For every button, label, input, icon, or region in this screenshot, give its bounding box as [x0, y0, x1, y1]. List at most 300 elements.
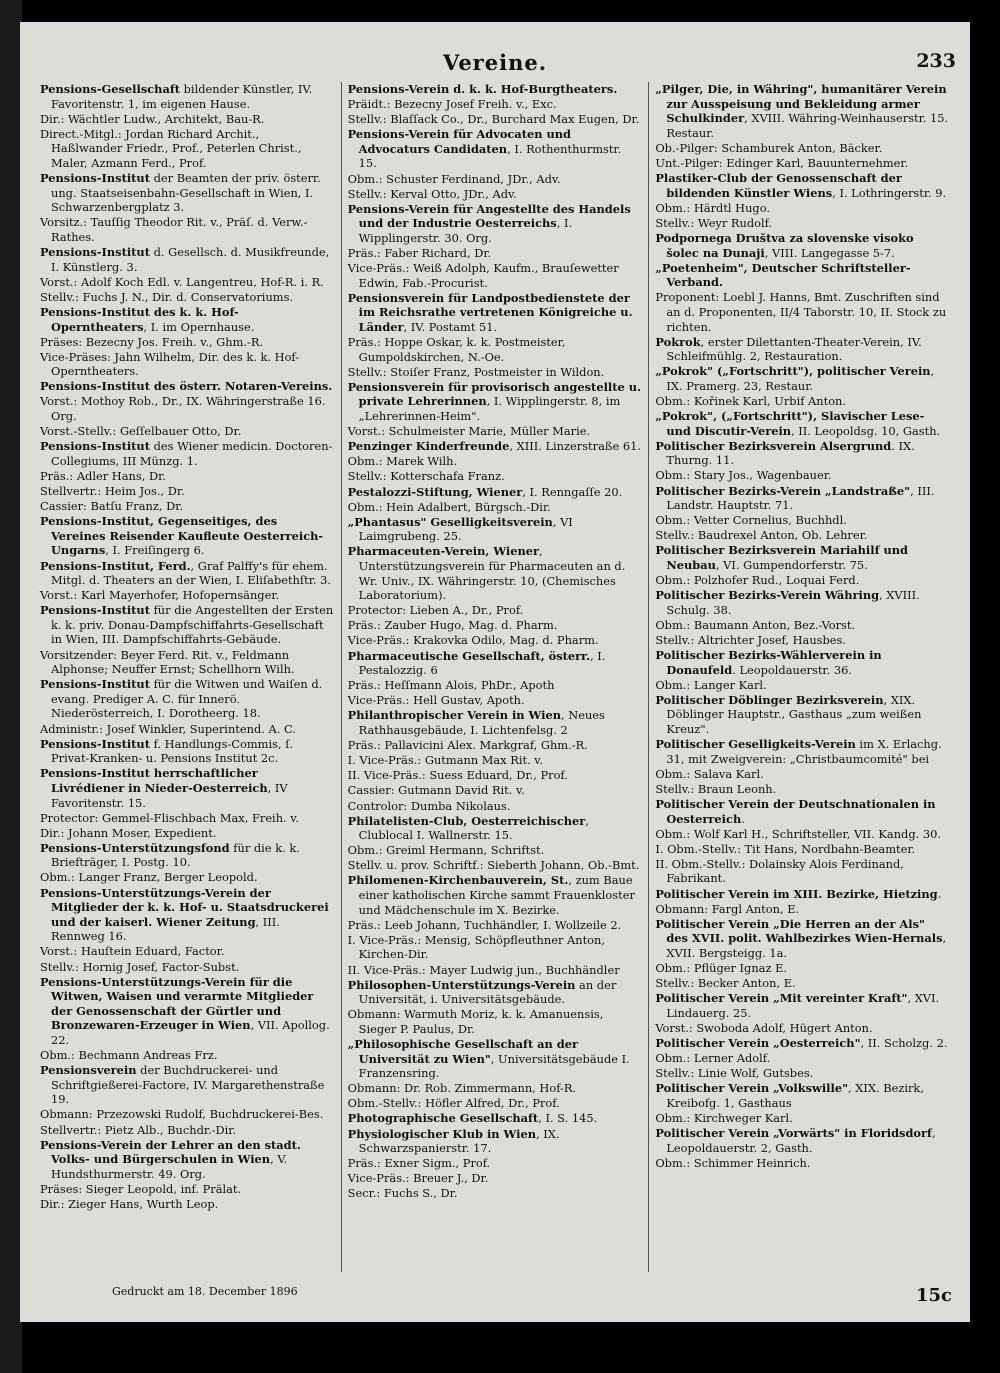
entry-text: Vorst.: Karl Mayerhofer, Hofopernsänger. — [40, 588, 280, 603]
entry-text: Obm.: Kirchweger Karl. — [655, 1110, 793, 1125]
entry-text: . — [741, 811, 745, 826]
entry-text: , VIII. Langegasse 5-7. — [764, 245, 895, 260]
entry-name: Pensions-Institut, Gegenseitiges, des Vereines Reisender Kaufleute Oesterreich-Ungarns — [40, 514, 324, 558]
entry — [348, 439, 642, 454]
entry-text: Stellv.: Stoiſer Franz, Postmeister in Wildon. — [347, 364, 605, 379]
entry — [40, 171, 334, 215]
entry — [40, 766, 334, 810]
entry-detail — [348, 1096, 642, 1111]
entry-text: Vice-Präs.: Breuer J., Dr. — [347, 1171, 489, 1186]
entry — [40, 305, 334, 334]
entry — [348, 82, 642, 97]
entry-detail — [348, 843, 642, 858]
entry-text: Vice-Präs.: Weiß Adolph, Kaufm., Brauſewetter Edwin, Fab.-Procurist. — [347, 261, 619, 290]
entry-detail — [40, 811, 334, 826]
entry-detail — [348, 768, 642, 783]
entry — [655, 171, 949, 200]
entry-text: , XVIII. Schulg. 38. — [666, 588, 920, 617]
entry-detail — [348, 500, 642, 515]
entry — [40, 603, 334, 647]
entry-detail — [40, 484, 334, 499]
page-title: Vereine. — [442, 50, 548, 75]
entry-text: Obm.: Marek Wilh. — [347, 454, 458, 469]
entry-text: Obm.: Polzhofer Rud., Loquai Ferd. — [655, 573, 860, 588]
entry-detail — [348, 753, 642, 768]
entry — [655, 82, 949, 140]
entry-text: Obm.: Baumann Anton, Bez.-Vorst. — [655, 617, 856, 632]
entry — [348, 380, 642, 424]
entry-text: Dir.: Wächtler Ludw., Architekt, Bau-R. — [40, 111, 265, 126]
entry-detail — [40, 112, 334, 127]
entry — [40, 439, 334, 468]
entry-text: für die Witwen und Waiſen d. evang. Prediger A. C. für Innerö. Niederösterreich, I. Dorotheerg. 18. — [51, 677, 323, 721]
page-gutter — [0, 0, 22, 1373]
entry-text: , IX. Schwarzspanierstr. 17. — [358, 1126, 560, 1156]
entry-name: Photographische Gesellschaft — [347, 1111, 539, 1126]
entry-text: Administr.: Josef Winkler, Superintend. A. C. — [40, 721, 296, 736]
entry-text: Präs.: Exner Sigm., Prof. — [347, 1156, 491, 1171]
entry — [655, 887, 949, 902]
entry — [655, 737, 949, 766]
entry-detail — [40, 275, 334, 290]
entry-text: , IX. Pramerg. 23, Restaur. — [666, 364, 935, 393]
sheet-signature: 15c — [915, 1285, 952, 1306]
entry-text: Obm.: Langer Franz, Berger Leopold. — [40, 870, 258, 885]
entry-text: Obm.: Langer Karl. — [655, 677, 767, 692]
entry-text: Obm.: Vetter Cornelius, Buchhdl. — [655, 513, 847, 528]
entry-detail — [348, 365, 642, 380]
entry — [348, 873, 642, 917]
entry-name: Physiologischer Klub in Wien — [347, 1126, 536, 1141]
entry-text: , erster Dilettanten-Theater-Verein, IV. Schleifmühlg. 2, Restauration. — [666, 334, 922, 364]
entry-detail — [348, 424, 642, 439]
entry — [40, 379, 334, 394]
entry-detail — [655, 156, 949, 171]
entry-text: Cassier: Batſu Franz, Dr. — [40, 499, 184, 514]
entry-name: Pensions-Institut — [40, 171, 150, 186]
entry — [40, 886, 334, 944]
entry-text: , I. Wipplingerstr. 8, im „Lehrerinnen-Heim". — [358, 394, 621, 424]
entry-text: II. Vice-Präs.: Suess Eduard, Dr., Prof. — [347, 768, 568, 783]
entry-name: Pensionsverein für provisorisch angestellte u. private Lehrerinnen — [347, 379, 641, 409]
entry-detail — [655, 767, 949, 782]
entry — [348, 1037, 642, 1081]
entry-name: „Phantasus" Geselligkeitsverein — [347, 514, 553, 529]
entry-text: Vorst.: Mothoy Rob., Dr., IX. Währingerstraße 16. Org. — [40, 394, 326, 424]
entry-text: Stellv.: Fuchs J. N., Dir. d. Conservatoriums. — [40, 289, 294, 304]
entry-text: . — [937, 886, 942, 901]
entry — [655, 1036, 949, 1051]
entry — [40, 737, 334, 766]
entry-name: „Pokrok", („Fortschritt"), Slavischer Lese- und Discutir-Verein — [655, 409, 925, 438]
entry-text: Stellv.: Weyr Rudolf. — [655, 215, 773, 230]
columns — [34, 82, 956, 1272]
entry-text: Stellv. u. prov. Schriftf.: Sieberth Johann, Ob.-Bmt. — [347, 858, 640, 873]
entry-text: , XIX. Döblinger Hauptstr., Gasthaus „zum weißen Kreuz". — [666, 692, 922, 737]
entry — [348, 515, 642, 544]
entry-text: , I. Lothringerstr. 9. — [832, 185, 947, 200]
entry-text: Präses: Bezecny Jos. Freih. v., Ghm.-R. — [40, 334, 264, 349]
entry-detail — [655, 827, 949, 842]
entry-text: Vorst.: Adolf Koch Edl. v. Langentreu, Hof-R. i. R. — [40, 274, 324, 289]
entry-text: Präs.: Leeb Johann, Tuchhändler, I. Wollzeile 2. — [347, 917, 622, 932]
entry-name: Pharmaceutische Gesellschaft, österr. — [347, 648, 591, 663]
entry-detail — [655, 633, 949, 648]
entry-text: Secr.: Fuchs S., Dr. — [347, 1186, 458, 1201]
document-page — [20, 22, 970, 1322]
entry-name: Pensions-Institut des k. k. Hof-Operntheaters — [40, 304, 239, 334]
entry-name: Pensions-Gesellschaft — [40, 82, 181, 96]
entry-text: Obm.-Stellv.: Höfler Alfred, Dr., Prof. — [347, 1096, 560, 1111]
entry-text: Protector: Lieben A., Dr., Prof. — [347, 603, 524, 618]
entry-text: Stellv.: Altrichter Josef, Hausbes. — [655, 632, 847, 647]
entry-text: II. Obm.-Stellv.: Dolainsky Alois Ferdinand, Fabrikant. — [655, 856, 904, 886]
entry-text: Vorst.: Hauſtein Eduard, Factor. — [40, 944, 225, 959]
entry-text: , I. S. 145. — [538, 1111, 598, 1126]
entry-text: Obm.: Härdtl Hugo. — [655, 200, 770, 215]
entry — [655, 364, 949, 393]
entry-name: Pensionsverein — [40, 1063, 137, 1078]
entry-detail — [40, 127, 334, 171]
entry-text: Obmann: Przezowski Rudolf, Buchdruckerei-Bes. — [40, 1107, 324, 1122]
entry-name: Pensionsverein für Landpostbedienstete der im Reichsrathe vertretenen Königreiche u. Länder — [347, 290, 633, 334]
entry-text: , Leopoldauerstr. 2, Gasth. — [666, 1126, 936, 1155]
entry — [40, 514, 334, 558]
entry — [655, 484, 949, 513]
entry-detail — [40, 1123, 334, 1138]
entry — [40, 559, 334, 588]
entry — [348, 978, 642, 1007]
entry-name: Pensions-Institut — [40, 677, 150, 692]
entry-text: für die Angestellten der Ersten k. k. priv. Donau-Dampfschiffahrts-Gesellschaft in Wien, III. Dampfschiffahrts-Gebäude. — [51, 603, 334, 647]
entry-detail — [348, 783, 642, 798]
entry-detail — [348, 693, 642, 708]
entry-text: , I. Renngaſſe 20. — [522, 484, 623, 499]
entry-detail — [655, 513, 949, 528]
entry — [655, 231, 949, 260]
entry-detail — [348, 261, 642, 290]
entry-name: Politischer Verein der Deutschnationalen in Oesterreich — [655, 797, 936, 826]
entry-name: Pestalozzi-Stiftung, Wiener — [347, 484, 523, 499]
entry-detail — [348, 933, 642, 962]
entry-text: , XIX. Bezirk, Kreibofg. 1, Gasthaus — [666, 1081, 924, 1110]
entry-text: Stellv.: Baudrexel Anton, Ob. Lehrer. — [655, 528, 868, 543]
entry-text: bildender Künstler, IV. Favoritenstr. 1, im eigenen Hause. — [51, 82, 313, 111]
entry-text: , I. Wipplingerstr. 30. Org. — [358, 216, 573, 245]
entry-detail — [655, 857, 949, 886]
entry-text: , VI Laimgrubeng. 25. — [358, 514, 573, 544]
entry-text: , zum Baue einer katholischen Kirche sammt Frauenkloster und Mädchenschule im X. Bezirke. — [358, 873, 635, 917]
entry-detail — [655, 782, 949, 797]
entry — [655, 543, 949, 572]
entry-text: Vice-Präs.: Krakovka Odilo, Mag. d. Pharm. — [347, 633, 599, 648]
entry-detail — [348, 963, 642, 978]
entry-detail — [655, 1066, 949, 1081]
entry-detail — [655, 976, 949, 991]
entry-detail — [348, 172, 642, 187]
entry-text: , I. Freiſingerg 6. — [105, 543, 205, 558]
entry-detail — [655, 216, 949, 231]
entry-text: , I. Pestalozzig. 6 — [358, 648, 606, 678]
entry-detail — [40, 960, 334, 975]
entry — [348, 291, 642, 335]
entry-text: , Graf Palffy's für ehem. Mitgl. d. Theaters an der Wien, I. Eliſabethſtr. 3. — [51, 558, 331, 588]
entry-name: Politischer Verein „Oesterreich" — [655, 1036, 861, 1050]
entry-text: , XIII. Linzerstraße 61. — [509, 439, 641, 454]
entry-detail — [40, 1048, 334, 1063]
entry-detail — [655, 528, 949, 543]
entry-detail — [348, 1186, 642, 1201]
entry-text: , II. Scholzg. 2. — [860, 1036, 948, 1050]
entry — [655, 588, 949, 617]
entry-name: Pensions-Institut des österr. Notaren-Vereins. — [40, 379, 333, 394]
entry — [348, 649, 642, 678]
entry-text: Proponent: Loebl J. Hanns, Bmt. Zuschriften sind an d. Proponenten, II/4 Taborstr. 10, II. Stock zu richten. — [655, 290, 947, 334]
entry-name: Pensions-Verein der Lehrer an den stadt. Volks- und Bürgerschulen in Wien — [40, 1137, 301, 1167]
entry-detail — [348, 246, 642, 261]
entry-text: Präs.: Zauber Hugo, Mag. d. Pharm. — [347, 618, 558, 633]
entry-text: f. Handlungs-Commis, ſ. Privat-Kranken- u. Pensions Institut 2c. — [51, 736, 294, 766]
entry-name: Pensions-Institut — [40, 603, 150, 618]
entry-name: „Pilger, Die, in Währing", humanitärer Verein zur Ausspeisung und Bekleidung armer Schulkinder — [655, 82, 947, 126]
entry — [40, 245, 334, 274]
entry-text: Obmann: Dr. Rob. Zimmermann, Hof-R. — [347, 1081, 577, 1096]
entry-detail — [655, 842, 949, 857]
entry-text: II. Vice-Präs.: Mayer Ludwig jun., Buchhändler — [347, 962, 620, 977]
entry-text: Obm.: Lerner Adolf. — [655, 1051, 771, 1066]
entry-text: , IV Favoritenstr. 15. — [51, 780, 288, 810]
entry-text: Stellv.: Kerval Otto, JDr., Adv. — [347, 186, 517, 201]
entry-detail — [655, 141, 949, 156]
entry-name: Pensions-Institut, Ferd. — [40, 558, 191, 573]
entry-text: Stellv.: Linie Wolf, Gutsbes. — [655, 1066, 814, 1081]
entry-detail — [40, 290, 334, 305]
entry-detail — [348, 335, 642, 364]
entry-text: Vorst.: Swoboda Adolf, Hügert Anton. — [655, 1020, 873, 1035]
entry-name: Politischer Bezirks-Wählerverein in Donaufeld — [655, 648, 882, 677]
entry-detail — [348, 1007, 642, 1036]
entry-name: Pensions-Unterstützungs-Verein der Mitglieder der k. k. Hof- u. Staatsdruckerei und der kaiserl. Wiener Zeitung — [40, 885, 329, 929]
entry-text: für die k. k. Briefträger, I. Postg. 10. — [51, 840, 300, 870]
entry — [655, 693, 949, 737]
entry-text: Obm.: Pflüger Ignaz E. — [655, 961, 788, 976]
entry-text: , VI. Gumpendorferstr. 75. — [715, 558, 868, 572]
entry-text: der Beamten der priv. österr. ung. Staatseisenbahn-Gesellschaft in Wien, I. Schwarzenbergplatz 3. — [51, 171, 321, 215]
entry-text: , VII. Apollog. 22. — [51, 1018, 330, 1047]
entry-text: Präs.: Heſſmann Alois, PhDr., Apoth — [347, 678, 555, 693]
entry-text: Obm.: Schimmer Heinrich. — [655, 1155, 811, 1170]
entry-text: Vorst.: Schulmeister Marie, Müller Marie. — [347, 424, 591, 439]
entry-text: Präs.: Hoppe Oskar, k. k. Postmeister, Gumpoldskirchen, N.-Oe. — [347, 335, 566, 364]
entry-text: . Leopoldauerstr. 36. — [732, 662, 852, 677]
entry-text: Protector: Gemmel-Flischbach Max, Freih. v. — [40, 810, 299, 825]
entry-detail — [655, 618, 949, 633]
entry-text: Obm.: Salava Karl. — [655, 766, 764, 781]
entry-text: Dir.: Zieger Hans, Wurth Leop. — [40, 1197, 219, 1212]
entry-name: Politischer Verein im XIII. Bezirke, Hietzing — [655, 886, 938, 901]
entry-name: Politischer Verein „Mit vereinter Kraft" — [655, 991, 908, 1006]
entry-detail — [40, 826, 334, 841]
entry — [348, 544, 642, 602]
entry-text: I. Vice-Präs.: Mensig, Schöpfleuthner Anton, Kirchen-Dir. — [347, 932, 605, 962]
entry-text: Vorsitzender: Beyer Ferd. Rit. v., Feldmann Alphonse; Neuffer Ernst; Schellhorn Wilh. — [40, 647, 295, 677]
entry-detail — [348, 454, 642, 469]
entry-text: , Unterstützungsverein für Pharmaceuten an d. Wr. Univ., IX. Währingerstr. 10, (Chemisches Laboratorium). — [358, 544, 626, 603]
entry-text: , I. im Opernhause. — [143, 319, 255, 334]
entry-name: Politischer Bezirksverein Alsergrund — [655, 438, 892, 453]
entry-name: Politischer Verein „Die Herren an der Als" des XVII. polit. Wahlbezirkes Wien-Hernals — [655, 916, 943, 946]
entry — [40, 1138, 334, 1182]
entry-name: Pensions-Institut — [40, 439, 150, 454]
entry-name: Pensions-Verein d. k. k. Hof-Burgtheaters. — [347, 82, 618, 96]
entry — [348, 127, 642, 171]
entry-text: des Wiener medicin. Doctoren-Collegiums, III Münzg. 1. — [51, 439, 333, 468]
entry-detail — [40, 944, 334, 959]
entry — [40, 975, 334, 1048]
entry — [655, 648, 949, 677]
entry-text: Stellvertr.: Heim Jos., Dr. — [40, 484, 185, 499]
entry-text: , II. Leopoldsg. 10, Gasth. — [791, 423, 941, 438]
entry-detail — [655, 1111, 949, 1126]
column-middle — [341, 82, 649, 1272]
entry-text: I. Obm.-Stellv.: Tit Hans, Nordbahn-Beamter. — [655, 841, 916, 856]
entry — [655, 439, 949, 468]
entry-name: Pensions-Verein für Advocaten und Advocaturs Candidaten — [347, 127, 572, 156]
entry-detail — [348, 858, 642, 873]
entry-text: Stellv.: Becker Anton, E. — [655, 976, 796, 991]
entry-name: Politischer Bezirksverein Mariahilf und Neubau — [655, 543, 908, 572]
entry-detail — [348, 799, 642, 814]
entry-text: Obm.: Hein Adalbert, Bürgsch.-Dir. — [347, 499, 551, 514]
entry-detail — [655, 1021, 949, 1036]
entry-text: , XVI. Lindauerg. 25. — [666, 991, 940, 1020]
entry-text: Obm.: Bechmann Andreas Frz. — [40, 1048, 218, 1063]
entry-text: Präidt.: Bezecny Josef Freih. v., Exc. — [347, 97, 557, 112]
entry-name: „Philosophische Gesellschaft an der Universität zu Wien" — [347, 1037, 579, 1066]
entry — [40, 841, 334, 870]
entry-name: Pensions-Verein für Angestellte des Handels und der Industrie Oesterreichs — [347, 201, 631, 231]
entry — [655, 261, 949, 290]
entry-detail — [40, 1107, 334, 1122]
entry-text: Stellv.: Blaſſack Co., Dr., Burchard Max Eugen, Dr. — [347, 112, 640, 127]
entry-name: Pharmaceuten-Verein, Wiener — [347, 544, 540, 559]
entry-text: im X. Erlachg. 31, mit Zweigverein: „Christbaumcomité" bei — [666, 737, 942, 766]
entry-name: „Pokrok" („Fortschritt"), politischer Verein — [655, 364, 931, 379]
entry-text: Cassier: Gutmann David Rit. v. — [347, 783, 525, 798]
entry-name: Politischer Verein „Vorwärts" in Floridsdorf — [655, 1126, 932, 1141]
entry-text: , Clublocal I. Wallnerstr. 15. — [358, 813, 589, 843]
entry-name: Politischer Verein „Volkswille" — [655, 1081, 849, 1096]
entry-detail — [40, 335, 334, 350]
entry — [655, 917, 949, 961]
entry — [348, 708, 642, 737]
entry-text: Obm.: Stary Jos., Wagenbauer. — [655, 468, 832, 483]
entry-detail — [655, 678, 949, 693]
print-date: Gedruckt am 18. December 1896 — [112, 1285, 298, 1298]
entry — [348, 814, 642, 843]
entry-text: . IX. Thurng. 11. — [666, 438, 915, 468]
entry-name: Philanthropischer Verein in Wien — [347, 708, 561, 723]
entry-text: , III. Landstr. Hauptstr. 71. — [666, 483, 935, 513]
entry-detail — [40, 499, 334, 514]
entry-name: Pensions-Institut herrschaftlicher Livrédiener in Nieder-Oesterreich — [40, 766, 268, 795]
entry-name: Philomenen-Kirchenbauverein, St. — [347, 873, 569, 888]
entry-text: der Buchdruckerei- und Schriftgießerei-Factore, IV. Margarethenstraße 19. — [51, 1063, 325, 1107]
entry-name: Politischer Döblinger Bezirksverein — [655, 692, 884, 707]
entry-detail — [655, 961, 949, 976]
entry-text: Unt.-Pilger: Edinger Karl, Bauunternehmer. — [655, 155, 909, 170]
entry — [655, 409, 949, 438]
entry-detail — [655, 1051, 949, 1066]
entry — [348, 1111, 642, 1126]
entry-text: Stellv.: Kotterschafa Franz. — [347, 469, 505, 484]
entry-detail — [40, 648, 334, 677]
entry-detail — [40, 215, 334, 244]
entry-text: Vice-Präs.: Hell Gustav, Apoth. — [347, 693, 525, 708]
column-right — [648, 82, 956, 1272]
entry-detail — [40, 424, 334, 439]
entry-text: Vorst.-Stellv.: Geſſelbauer Otto, Dr. — [40, 424, 242, 439]
entry-text: Ob.-Pilger: Schamburek Anton, Bäcker. — [655, 140, 883, 155]
entry-detail — [40, 469, 334, 484]
entry-name: Pokrok — [655, 334, 701, 349]
entry — [40, 82, 334, 111]
entry-detail — [655, 290, 949, 334]
entry-text: Obm.: Greiml Hermann, Schriftst. — [347, 843, 545, 858]
entry-text: Obmann: Warmuth Moriz, k. k. Amanuensis, Sieger P. Paulus, Dr. — [347, 1007, 604, 1036]
entry-text: an der Universität, i. Universitätsgebäude. — [358, 977, 617, 1007]
entry-name: Politischer Bezirks-Verein „Landstraße" — [655, 483, 911, 498]
entry-name: Penzinger Kinderfreunde — [347, 439, 510, 454]
entry — [40, 1063, 334, 1107]
entry-name: Podpornega Društva za slovenske visoko šolec na Dunaji — [655, 230, 914, 260]
entry-detail — [40, 394, 334, 423]
entry-detail — [348, 1081, 642, 1096]
entry-text: Präs.: Pallavicini Alex. Markgraf, Ghm.-R. — [347, 738, 588, 753]
entry-detail — [348, 678, 642, 693]
page-number: 233 — [916, 50, 956, 72]
entry-detail — [655, 573, 949, 588]
entry-detail — [655, 1156, 949, 1171]
entry-detail — [655, 394, 949, 409]
entry-text: Obm.: Schuster Ferdinand, JDr., Adv. — [347, 171, 561, 186]
entry-name: Pensions-Unterstützungsfond — [40, 840, 230, 855]
entry-name: Pensions-Institut — [40, 736, 150, 751]
entry-text: Präs.: Faber Richard, Dr. — [347, 246, 492, 261]
entry-text: Direct.-Mitgl.: Jordan Richard Archit., Haßlwander Friedr., Prof., Peterlen Christ., Maler, Azmann Ferd., Prof. — [40, 126, 302, 170]
entry-detail — [655, 902, 949, 917]
entry-detail — [348, 738, 642, 753]
entry-detail — [655, 201, 949, 216]
entry-name: Pensions-Institut — [40, 245, 150, 260]
entry-name: Politischer Geselligkeits-Verein — [655, 737, 856, 752]
entry-text: , III. Rennweg 16. — [51, 914, 280, 944]
entry-text: Obmann: Fargl Anton, E. — [655, 901, 800, 916]
entry-detail — [40, 722, 334, 737]
entry-name: Philatelisten-Club, Oesterreichischer — [347, 813, 586, 828]
entry — [655, 1081, 949, 1110]
entry-text: Controlor: Dumba Nikolaus. — [347, 798, 511, 813]
entry-detail — [348, 187, 642, 202]
entry-text: Stellv.: Hornig Josef, Factor-Subst. — [40, 959, 240, 974]
entry — [655, 1126, 949, 1155]
entry-text: , Universitätsgebäude I. Franzensring. — [358, 1051, 630, 1081]
entry — [348, 202, 642, 246]
entry-detail — [348, 918, 642, 933]
entry-detail — [348, 603, 642, 618]
entry-text: , XVII. Bergsteigg. 1a. — [666, 931, 947, 960]
entry-text: Obm.: Wolf Karl H., Schriftsteller, VII. Kandg. 30. — [655, 826, 941, 841]
